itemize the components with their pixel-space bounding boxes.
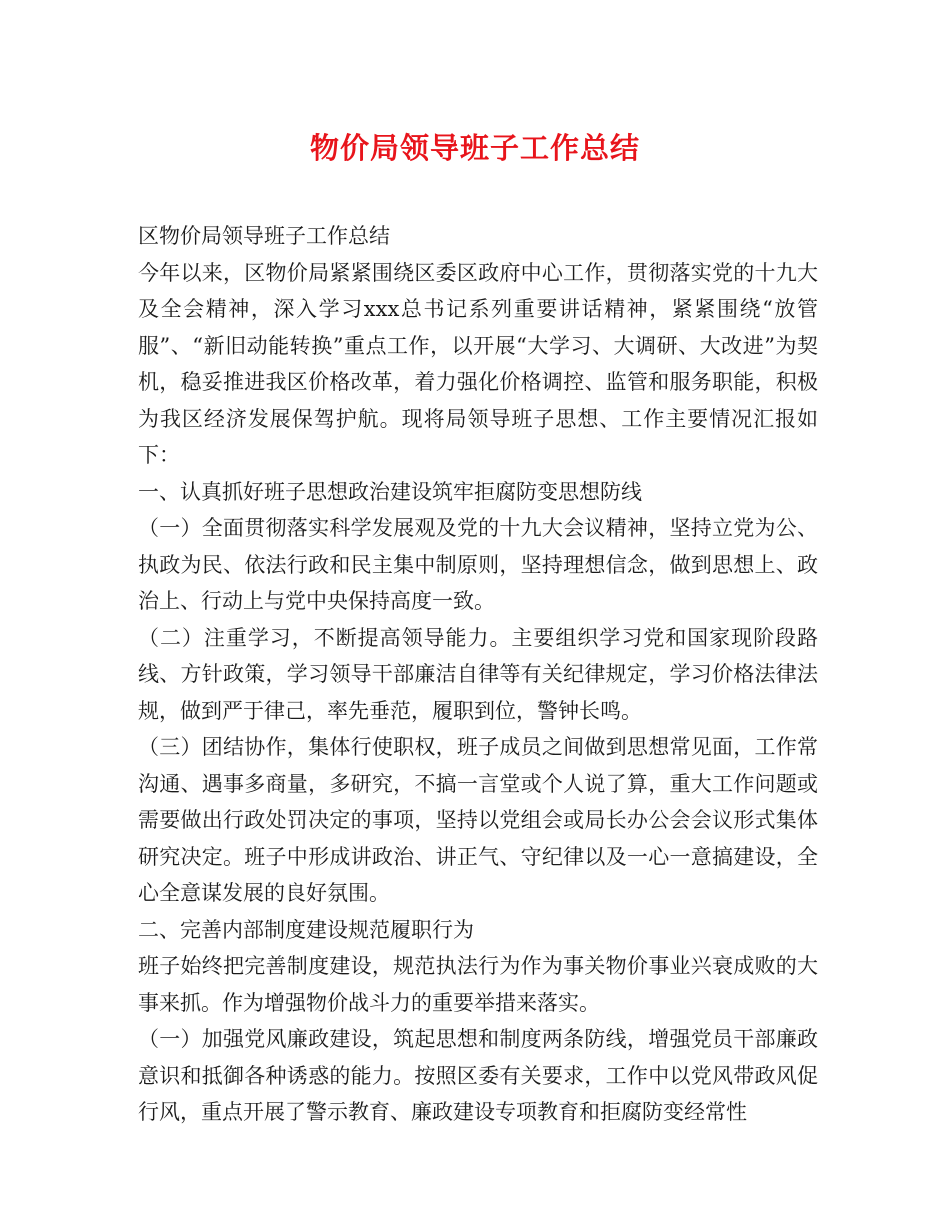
section-heading-2: 二、完善内部制度建设规范履职行为: [138, 917, 474, 942]
paragraph-intro: 今年以来，区物价局紧紧围绕区委区政府中心工作，贯彻落实党的十九大及全会精神，深入学习xxx总书记系列重要讲话精神，紧紧围绕“放管服”、“新旧动能转换”重点工作，以开展“大学习、大调研、大改进”为契机，稳妥推进我区价格改革，着力强化价格调控、监管和服务职能，积极为我区经济发展保驾护航。现将局领导班子思想、工作主要情况汇报如下：: [138, 260, 818, 467]
section-heading-1: 一、认真抓好班子思想政治建设筑牢拒腐防变思想防线: [138, 479, 642, 504]
paragraph-2-1: （一）加强党风廉政建设，筑起思想和制度两条防线，增强党员干部廉政意识和抵御各种诱惑的能力。按照区委有关要求，工作中以党风带政风促行风，重点开展了警示教育、廉政建设专项教育和拒腐防变经常性: [138, 1027, 818, 1124]
paragraph-1-3: （三）团结协作，集体行使职权，班子成员之间做到思想常见面，工作常沟通、遇事多商量，多研究，不搞一言堂或个人说了算，重大工作问题或需要做出行政处罚决定的事项，坚持以党组会或局长办公会会议形式集体研究决定。班子中形成讲政治、讲正气、守纪律以及一心一意搞建设，全心全意谋发展的良好氛围。: [138, 735, 818, 905]
document-title: 物价局领导班子工作总结: [309, 131, 640, 165]
paragraph-1-1: （一）全面贯彻落实科学发展观及党的十九大会议精神，坚持立党为公、执政为民、依法行政和民主集中制原则，坚持理想信念，做到思想上、政治上、行动上与党中央保持高度一致。: [138, 516, 818, 613]
paragraph-2-intro: 班子始终把完善制度建设，规范执法行为作为事关物价事业兴衰成败的大事来抓。作为增强物价战斗力的重要举措来落实。: [138, 954, 818, 1015]
paragraph-subtitle: 区物价局领导班子工作总结: [138, 224, 390, 248]
paragraph-1-2: （二）注重学习，不断提高领导能力。主要组织学习党和国家现阶段路线、方针政策，学习领导干部廉洁自律等有关纪律规定，学习价格法律法规，做到严于律己，率先垂范，履职到位，警钟长鸣。: [138, 625, 818, 723]
document-body: [138, 218, 818, 1131]
